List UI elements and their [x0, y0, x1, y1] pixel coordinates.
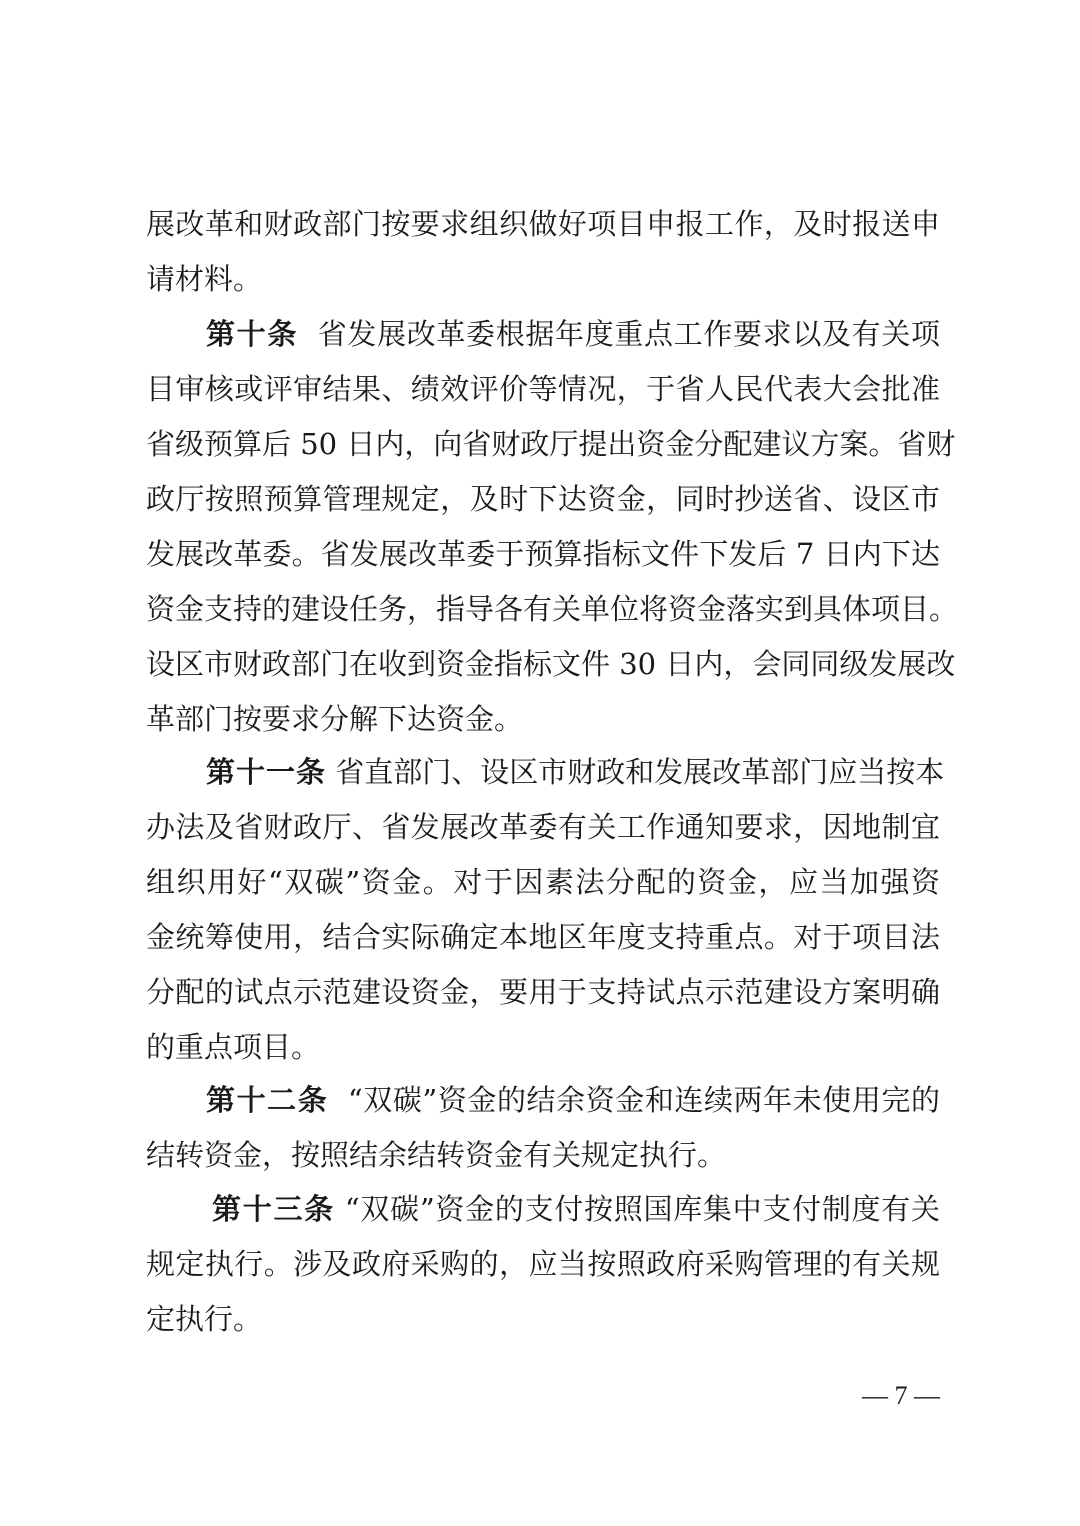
- text-span: “双碳”资金的结余资金和连续两年未使用完的: [347, 1083, 940, 1117]
- text-line: 发展改革委。省发展改革委于预算指标文件下发后 7 日内下达: [146, 537, 940, 571]
- article-13-line: [212, 1181, 940, 1237]
- text-line: 办法及省财政厅、省发展改革委有关工作通知要求，因地制宜: [146, 810, 940, 844]
- text-line: 目审核或评审结果、绩效评价等情况，于省人民代表大会批准: [146, 372, 940, 406]
- text-line: 省级预算后 50 日内，向省财政厅提出资金分配建议方案。省财: [146, 427, 956, 461]
- text-span: 省发展改革委根据年度重点工作要求以及有关项: [317, 317, 940, 351]
- text-line: 组织用好“双碳”资金。对于因素法分配的资金，应当加强资: [146, 865, 940, 899]
- article-10-heading: 第十条: [206, 317, 298, 351]
- text-line: 的重点项目。: [146, 1030, 321, 1064]
- article-12-heading: 第十二条: [206, 1083, 329, 1117]
- text-line: 定执行。: [146, 1302, 263, 1336]
- article-10-line: [206, 306, 940, 362]
- article-13-heading: 第十三条: [212, 1192, 335, 1226]
- text-line: 分配的试点示范建设资金，要用于支持试点示范建设方案明确: [146, 975, 940, 1009]
- text-span: 省直部门、设区市财政和发展改革部门应当按本: [335, 755, 945, 789]
- text-line: 设区市财政部门在收到资金指标文件 30 日内，会同同级发展改: [146, 647, 956, 681]
- article-12-line: [206, 1072, 940, 1128]
- text-line: 规定执行。涉及政府采购的，应当按照政府采购管理的有关规: [146, 1247, 940, 1281]
- article-11-line: [206, 744, 945, 800]
- text-line: 展改革和财政部门按要求组织做好项目申报工作，及时报送申: [146, 207, 940, 241]
- text-line: 政厅按照预算管理规定，及时下达资金，同时抄送省、设区市: [146, 482, 940, 516]
- page-number: — 7 —: [862, 1381, 940, 1410]
- text-line: 革部门按要求分解下达资金。: [146, 702, 524, 736]
- text-line: 请材料。: [146, 262, 263, 296]
- text-span: “双碳”资金的支付按照国库集中支付制度有关: [344, 1192, 940, 1226]
- text-line: 结转资金，按照结余结转资金有关规定执行。: [146, 1138, 727, 1172]
- text-line: 金统筹使用，结合实际确定本地区年度支持重点。对于项目法: [146, 920, 940, 954]
- article-11-heading: 第十一条: [206, 755, 327, 789]
- text-line: 资金支持的建设任务，指导各有关单位将资金落实到具体项目。: [146, 592, 959, 626]
